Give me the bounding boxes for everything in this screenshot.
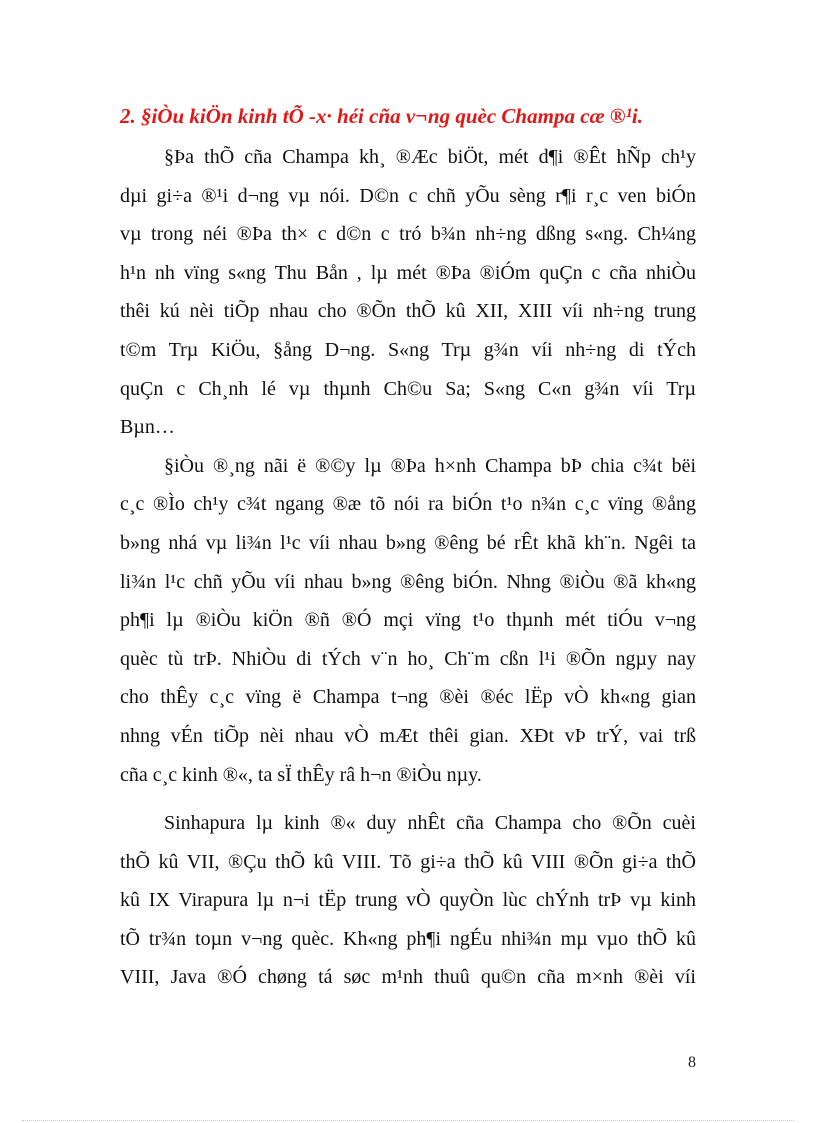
- text-line: kû IX Virapura lµ n¬i tËp trung vÒ quyÒn lùc chÝnh trÞ vµ kinh: [120, 889, 696, 912]
- page-number: 8: [688, 1054, 696, 1071]
- text-line: b»ng nhá vµ li¾n l¹c víi nhau b»ng ®êng bé rÊt khã kh¨n. Ngêi ta: [120, 531, 696, 554]
- text-line: tÕ tr¾n toµn v¬ng quèc. Kh«ng ph¶i ngÉu nhi¾n mµ vµo thÕ kû: [120, 927, 696, 950]
- text-line: h¹n nh vïng s«ng Thu Bån , lµ mét ®Þa ®iÓm quÇn c cña nhiÒu: [120, 261, 696, 284]
- text-line: dµi gi÷a ®¹i d¬ng vµ nói. D©n c chñ yÕu sèng r¶i r¸c ven biÓn: [120, 184, 696, 207]
- section-heading: 2. §iÒu kiÖn kinh tÕ -x· héi cña v¬ng quèc Champa cæ ®¹i.: [120, 104, 644, 128]
- paragraph-3: [120, 804, 696, 997]
- text-line: thÕ kû VII, ®Çu thÕ kû VIII. Tõ gi÷a thÕ kû VIII ®Õn gi÷a thÕ: [120, 850, 696, 873]
- text-line: quÇn c Ch¸nh lé vµ thµnh Ch©u Sa; S«ng C«n g¾n víi Trµ: [120, 377, 696, 400]
- text-line: cho thÊy c¸c vïng ë Champa t¬ng ®èi ®éc lËp vÒ kh«ng gian: [120, 686, 696, 709]
- text-line: nhng vÉn tiÕp nèi nhau vÒ mÆt thêi gian. XÐt vÞ trÝ, vai trß: [120, 724, 696, 747]
- text-line: li¾n l¹c chñ yÕu víi nhau b»ng ®êng biÓn. Nhng ®iÒu ®ã kh«ng: [120, 570, 696, 593]
- text-line: cña c¸c kinh ®«, ta sÏ thÊy râ h¬n ®iÒu nµy.: [120, 763, 482, 786]
- text-line: Bµn…: [120, 416, 175, 439]
- paragraph-gap: [120, 794, 696, 804]
- text-line: c¸c ®Ìo ch¹y c¾t ngang ®æ tõ nói ra biÓn t¹o n¾n c¸c vïng ®ång: [120, 493, 696, 516]
- text-line: thêi kú nèi tiÕp nhau cho ®Õn thÕ kû XII, XIII víi nh÷ng trung: [120, 300, 696, 323]
- text-line: VIII, Java ®Ó chøng tá søc m¹nh thuû qu©n cña m×nh ®èi víi: [120, 966, 696, 989]
- text-line: §Þa thÕ cña Champa kh¸ ®Æc biÖt, mét d¶i ®Êt hÑp ch¹y: [164, 146, 696, 168]
- text-line: quèc tù trÞ. NhiÒu di tÝch v¨n ho¸ Ch¨m cßn l¹i ®Õn ngµy nay: [120, 647, 696, 670]
- paragraph-2: [120, 447, 696, 794]
- footer-divider: [22, 1120, 794, 1121]
- text-line: ph¶i lµ ®iÒu kiÖn ®ñ ®Ó mçi vïng t¹o thµnh mét tiÓu v¬ng: [120, 609, 696, 632]
- paragraph-1: [120, 138, 696, 447]
- body-text: [120, 138, 696, 997]
- text-line: vµ trong néi ®Þa th× c d©n c tró b¾n nh÷ng dßng s«ng. Ch¼ng: [120, 223, 696, 246]
- text-line: t©m Trµ KiÖu, §ång D¬ng. S«ng Trµ g¾n víi nh÷ng di tÝch: [120, 338, 696, 361]
- text-line: Sinhapura lµ kinh ®« duy nhÊt cña Champa cho ®Õn cuèi: [164, 812, 696, 835]
- text-line: §iÒu ®¸ng nãi ë ®©y lµ ®Þa h×nh Champa bÞ chia c¾t bëi: [164, 454, 696, 477]
